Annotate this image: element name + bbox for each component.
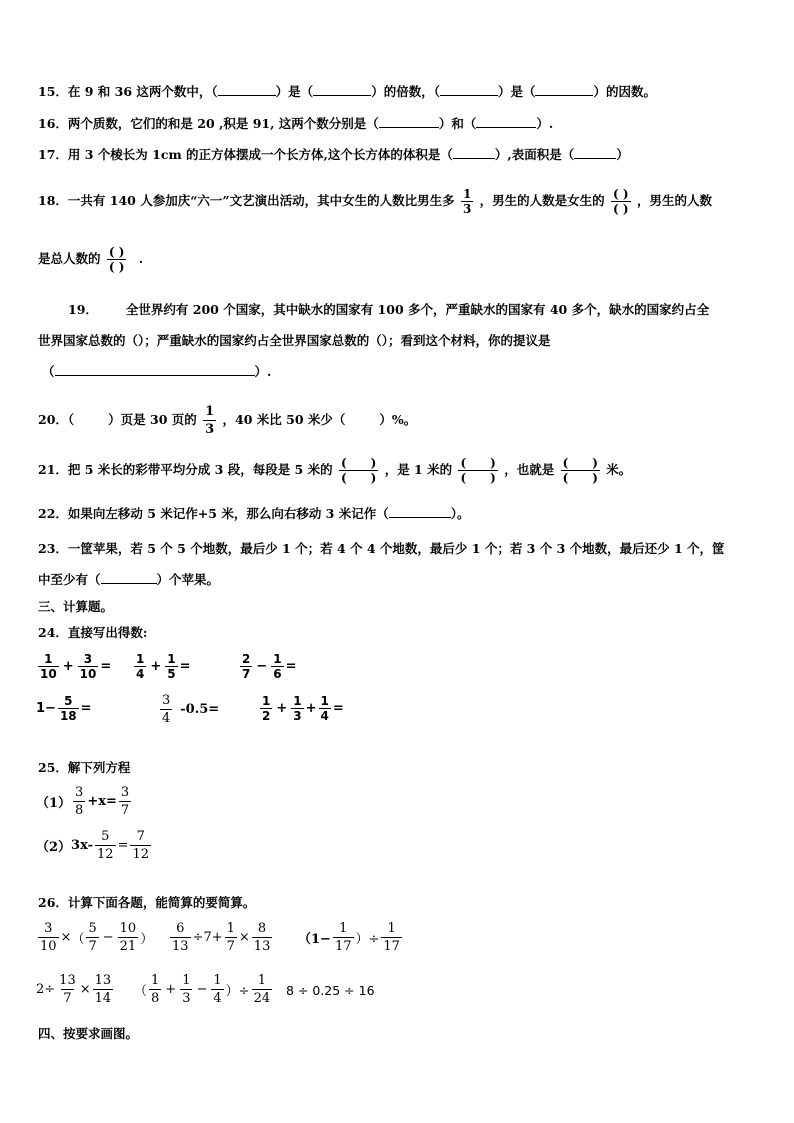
calc-item: （ $\frac{1}{8}$ + $\frac{1}{3}$ − $\frac{1}{4}$ ）÷ $\frac{1}{24}$ [134, 973, 271, 1006]
question-23-line2: 中至少有（ ）个苹果。 [38, 572, 220, 587]
answer-blank[interactable] [574, 147, 616, 159]
question-21: 21．把 5 米长的彩带平均分成 3 段，每段是 5 米的 $\frac{( )}{( )}$ ，是 1 米的 $\frac{( )}{( )}$ ，也就是 $\frac{( )}{( )}$ 米。 [38, 456, 632, 485]
answer-blank[interactable] [379, 116, 439, 128]
question-15: 15．在 9 和 36 这两个数中，（ ）是（ ）的倍数，（ ）是（ ）的因数。 [38, 84, 656, 99]
fraction-blank[interactable]: $\frac{( )}{( )}$ [562, 456, 598, 485]
question-20: 20．（ ）页是 30 页的 $\frac{1}{3}$ ，40 米比 50 米少（ ）%。 [38, 404, 417, 437]
answer-blank[interactable] [453, 147, 495, 159]
equation-1: （1） $\frac{3}{8}$ +x= $\frac{3}{7}$ [36, 785, 130, 818]
answer-blank[interactable] [313, 84, 371, 96]
answer-blank[interactable] [218, 84, 276, 96]
section-heading: 四、按要求画图。 [38, 1026, 139, 1041]
fraction: $\frac{1}{3}$ [205, 404, 215, 437]
calc-item: $\frac{3}{10}$ × （ $\frac{5}{7}$ − $\frac{10}{21}$ ） [40, 921, 154, 954]
answer-blank[interactable] [55, 364, 255, 376]
question-25: 25．解下列方程 [38, 760, 131, 775]
calc-item: （1− $\frac{1}{17}$ ）÷ $\frac{1}{17}$ [298, 921, 400, 954]
answer-blank[interactable] [101, 572, 157, 584]
question-19: 19． 全世界约有 200 个国家，其中缺水的国家有 100 多个，严重缺水的国家有 40 多个，缺水的国家约占全 [68, 302, 710, 317]
question-18: 18．一共有 140 人参加庆“六一”文艺演出活动，其中女生的人数比男生多 $\frac{1}{3}$ ，男生的人数是女生的 $\frac{( )}{( )}$ ，男生的人数 [38, 187, 712, 216]
question-24: 24．直接写出得数: [38, 625, 148, 640]
calc-item: $\frac{1}{4}$ + $\frac{1}{5}$ = [136, 652, 191, 681]
fraction-blank[interactable]: $\frac{( )}{( )}$ [340, 456, 377, 485]
question-18-continued: 是总人数的 $\frac{( )}{( )}$ . [38, 245, 144, 274]
question-26: 26．计算下面各题，能简算的要简算。 [38, 895, 256, 910]
equation-2: （2） 3x- $\frac{5}{12}$ = $\frac{7}{12}$ [36, 829, 150, 862]
answer-blank[interactable] [440, 84, 498, 96]
question-16: 16．两个质数，它们的和是 20 ,积是 91, 这两个数分别是（ ）和（ ）. [38, 116, 554, 131]
fraction-blank[interactable]: $\frac{( )}{( )}$ [108, 245, 125, 274]
calc-item: 1− $\frac{5}{18}$ = [36, 694, 92, 723]
answer-blank[interactable] [389, 506, 451, 518]
fraction: $\frac{1}{3}$ [462, 187, 472, 216]
calc-item: $\frac{2}{7}$ − $\frac{1}{6}$ = [242, 652, 297, 681]
question-19-line2: 世界国家总数的（）；严重缺水的国家约占全世界国家总数的（）；看到这个材料，你的提议是 [38, 333, 551, 348]
calc-item: $\frac{1}{10}$ + $\frac{3}{10}$ = [40, 652, 112, 681]
question-23: 23．一筐苹果，若 5 个 5 个地数，最后少 1 个；若 4 个 4 个地数，最后少 1 个；若 3 个 3 个地数，最后还少 1 个，筐 [38, 541, 725, 556]
question-19-line3: （ ）. [42, 364, 272, 379]
question-17: 17．用 3 个棱长为 1cm 的正方体摆成一个长方体,这个长方体的体积是（ ）,表面积是（ ） [38, 147, 629, 162]
answer-blank[interactable] [476, 116, 536, 128]
fraction-blank[interactable]: $\frac{( )}{( )}$ [460, 456, 496, 485]
calc-item: 2÷ $\frac{13}{7}$ × $\frac{13}{14}$ [36, 973, 112, 1006]
fraction-blank[interactable]: $\frac{( )}{( )}$ [613, 187, 629, 216]
calc-item: $\frac{3}{4}$ -0.5= [162, 693, 220, 726]
answer-blank[interactable] [535, 84, 593, 96]
calc-item: $\frac{6}{13}$ ÷7+ $\frac{1}{7}$ × $\frac{8}{13}$ [172, 921, 271, 954]
calc-item: 8 ÷ 0.25 ÷ 16 [286, 983, 375, 998]
question-22: 22．如果向左移动 5 米记作+5 米，那么向右移动 3 米记作（ ）。 [38, 506, 470, 521]
calc-item: $\frac{1}{2}$ + $\frac{1}{3}$ + $\frac{1}{4}$ = [262, 694, 344, 723]
section-heading: 三、计算题。 [38, 599, 114, 614]
